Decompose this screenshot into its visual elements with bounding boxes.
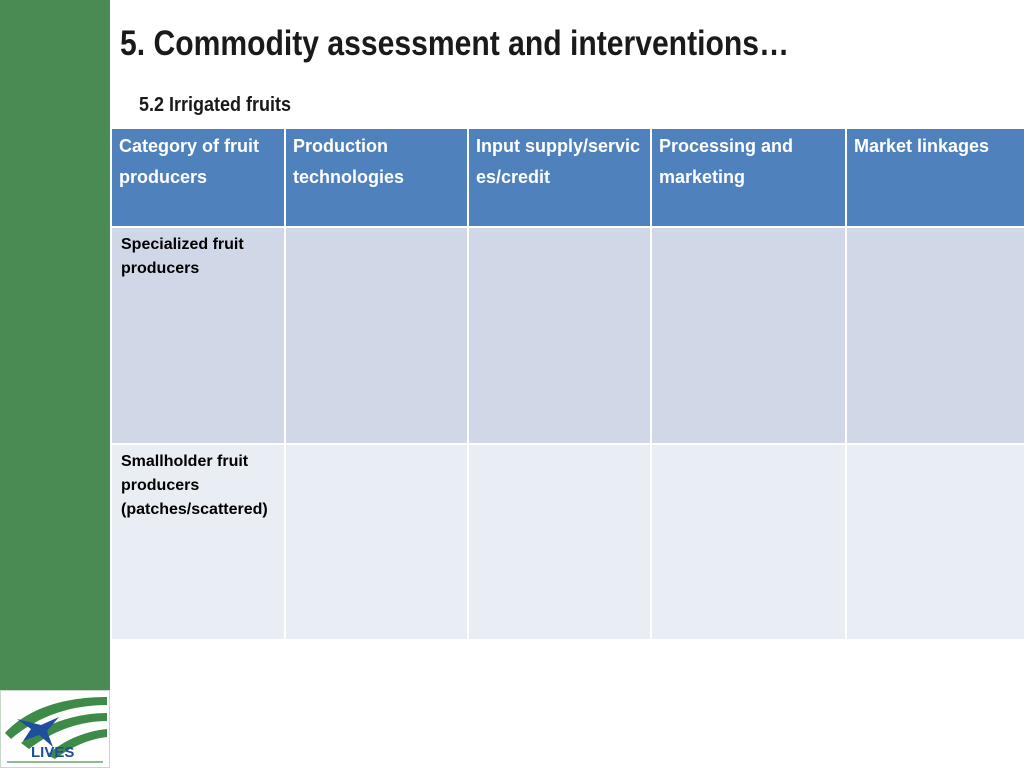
table-header-row: [111, 128, 1024, 227]
table-cell: [651, 227, 846, 444]
table-cell: [846, 444, 1024, 640]
side-bar: [0, 0, 110, 768]
table-cell: [651, 444, 846, 640]
header-category: Category of fruit producers: [111, 128, 285, 227]
lives-bird-logo-icon: [1, 691, 109, 767]
intervention-table: [110, 127, 1024, 641]
header-processing-marketing: Processing and marketing: [651, 128, 846, 227]
slide-subtitle: 5.2 Irrigated fruits: [139, 94, 292, 116]
table-cell: [468, 444, 651, 640]
table-cell: [285, 444, 468, 640]
header-market-linkages: Market linkages: [846, 128, 1024, 227]
table-cell-category: Smallholder fruit producers (patches/scattered): [111, 444, 285, 640]
table-cell: [846, 227, 1024, 444]
table-cell: [468, 227, 651, 444]
header-production-technologies: Production technologies: [285, 128, 468, 227]
table-cell-category: Specialized fruit producers: [111, 227, 285, 444]
table-row: [111, 444, 1024, 640]
header-input-supply: Input supply/services/credit: [468, 128, 651, 227]
table-row: [111, 227, 1024, 444]
table-cell: [285, 227, 468, 444]
slide-title: 5. Commodity assessment and interventions…: [120, 24, 790, 63]
svg-text:LIVES: LIVES: [31, 744, 75, 761]
lives-logo: [0, 690, 110, 768]
